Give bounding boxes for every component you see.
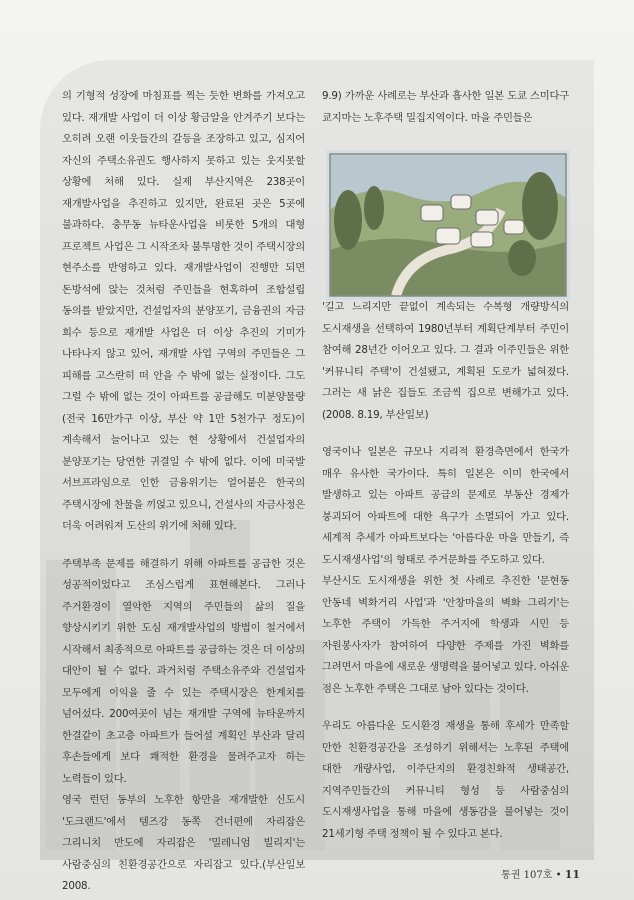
- paragraph: 주택부족 문제를 해결하기 위해 아파트를 공급한 것은 성공적이었다고 조심스럽게 표현해본다. 그러나 주거환경이 열악한 지역의 주민들의 삶의 질을 향상시키기 위한 도심 재개발사업의 방법이 철거에서 시작해서 최종적으로 아파트를 공급하는 것은 더 이상의 대안이 될 수 없다. 과거처럼 주택소유주와 건설업자 모두에게 이익을 줄 수 있는 주택시장은 한계치를 넘어섰다. 200여곳이 넘는 재개발 구역에 뉴타운까지 한결같이 초고층 아파트가 들어설 계획인 부산과 달리 후손들에게 보다 쾌적한 환경을 물려주고자 하는 노력들이 있다.: [62, 557, 305, 785]
- footer-separator: •: [555, 870, 562, 881]
- paragraph: 영국 런던 동부의 노후한 항만을 재개발한 신도시 '도크랜드'에서 템즈강 동쪽 건너편에 자리잡은 그리니치 반도에 자리잡은 '밀레니엄 빌리지'는 사람중심의 친환경공간으로 자리잡고 있다.(부산일보 2008.: [62, 794, 305, 892]
- paragraph: '길고 느리지만 끝없이 계속되는 수복형 개량방식의 도시재생을 선택하여 1980년부터 계획단계부터 주민이 참여해 28년간 이어오고 있다. 그 결과 이주민들은 위한 '커뮤니티 주택'이 건설됐고, 계획된 도로가 넓혀졌다. 그러는 새 낡은 집들도 조금씩 집으로 변해가고 있다.(2008. 8.19, 부산일보): [322, 301, 569, 421]
- tree: [508, 240, 536, 276]
- house: [451, 195, 471, 209]
- tree: [522, 172, 558, 240]
- village-illustration: [326, 150, 570, 300]
- page-footer: [501, 866, 580, 881]
- paragraph: 9.9) 가까운 사례로는 부산과 흡사한 일본 도쿄 스미다구 쿄지마는 노후주택 밀집지역이다. 마을 주민들은: [322, 90, 569, 124]
- house: [471, 232, 493, 247]
- house: [504, 220, 524, 234]
- tree: [334, 190, 362, 250]
- house: [476, 210, 498, 225]
- paragraph: 의 기형적 성장에 마침표를 찍는 듯한 변화를 가져오고 있다. 재개발 사업이 더 이상 황금알을 안겨주기 보다는 오히려 오랜 이웃들간의 갈등을 조장하고 있고, 심지어 자신의 주택소유권도 행사하지 못하고 있는 웃지못할 상황에 처해 있다. 실제 부산지역은 238곳이 재개발사업을 추진하고 있지만, 완료된 곳은 5곳에 불과하다. 충무동 뉴타운사업을 비롯한 5개의 대형 프로젝트 사업은 그 시작조차 불투명한 것이 주택시장의 현주소를 반영하고 있다. 재개발사업이 진행만 되면 돈방석에 앉는 것처럼 주민들을 현혹하여 조합설립 동의를 받았지만, 건설업자의 분양포기, 금융권의 자금 회수 등으로 재개발 사업은 더 이상 추진의 기미가 나타나지 않고 있어, 재개발 사업 구역의 주민들은 그 피해를 고스란히 떠 안을 수 밖에 없는 실정이다. 그도 그럴 수 밖에 없는 것이 아파트를 공급해도 미분양물량(전국 16만가구 이상, 부산 약 1만 5천가구 정도)이 계속해서 늘어나고 있는 현 상황에서 건설업자의 분양포기는 당연한 귀결일 수 밖에 없다. 이에 미국발 서브프라임으로 인한 금융위기는 얼어붙은 한국의 주택시장에 찬물을 끼얹고 있으니, 건설사의 자금사정은 더욱 어려워져 도산의 위기에 처해 있다.: [62, 90, 305, 532]
- paragraph: 영국이나 일본은 규모나 지리적 환경측면에서 한국가 매우 유사한 국가이다. 특히 일본은 이미 한국에서 발생하고 있는 아파트 공급의 문제로 부동산 경제가 붕괴되어 아파트에 대한 욕구가 소멸되어 가고 있다. 세계적 추세가 아파트보다는 '아름다운 마을 만들기, 즉 도시재생사업'의 형태로 주거문화를 주도하고 있다.: [322, 446, 569, 566]
- house: [421, 205, 443, 221]
- house: [436, 228, 460, 244]
- left-column: [62, 86, 305, 898]
- paragraph: 부산시도 도시재생을 위한 첫 사례로 추진한 '문현동 안동네 벽화거리 사업'과 '안창마을의 벽화 그리기'는 노후한 주택이 가득한 주거지에 학생과 시민 등 자원봉사자가 참여하여 다양한 주제를 가진 벽화를 그려면서 마을에 새로운 생명력을 불어넣고 있다. 아쉬운 점은 노후한 주택은 그대로 남아 있다는 것이다.: [322, 575, 569, 695]
- publication-issue: 통권 107호: [501, 870, 553, 881]
- paragraph: 우리도 아름다운 도시환경 재생을 통해 후세가 만족할 만한 친환경공간을 조성하기 위해서는 노후된 주택에 대한 개량사업, 이주단지의 환경친화적 생태공간, 지역주민들간의 커뮤니티 형성 등 사람중심의 도시재생사업을 통해 마을에 생동감을 불어넣는 것이 21세기형 주택 정책이 될 수 있다고 본다.: [322, 720, 569, 840]
- tree: [364, 186, 384, 230]
- page-number: 11: [564, 868, 580, 881]
